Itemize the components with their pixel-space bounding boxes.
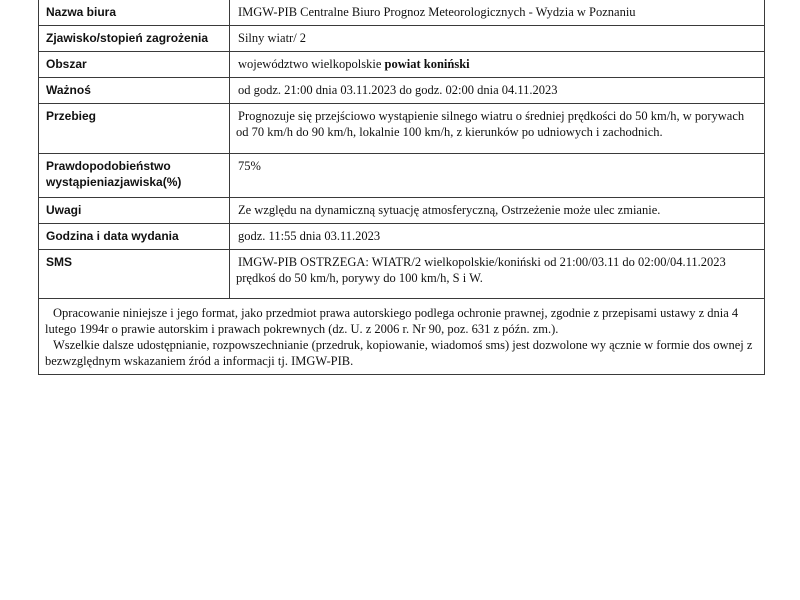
label-uwagi: Uwagi — [39, 198, 230, 224]
row-zjawisko — [39, 26, 765, 52]
value-godzina-wydania — [230, 224, 765, 250]
label-obszar: Obszar — [39, 52, 230, 78]
distribution-paragraph: Wszelkie dalsze udostępnianie, rozpowszechnianie (przedruk, kopiowanie, wiadomoś sms) jest dozwolone wy ącznie w formie dos ownej z bezwzględnym wskazaniem źród a informacji tj. IMGW-PIB. — [45, 338, 753, 368]
row-godzina-wydania — [39, 224, 765, 250]
value-prawdopodobienstwo-text: 75% — [238, 159, 261, 173]
value-nazwa-biura-text: IMGW-PIB Centralne Biuro Prognoz Meteorologicznych - Wydzia w Poznaniu — [238, 5, 636, 19]
row-sms — [39, 250, 765, 299]
value-nazwa-biura — [230, 0, 765, 26]
row-obszar — [39, 52, 765, 78]
label-nazwa-biura: Nazwa biura — [39, 0, 230, 26]
value-przebieg — [230, 104, 765, 154]
row-przebieg — [39, 104, 765, 154]
value-obszar-prefix: województwo wielkopolskie — [238, 57, 385, 71]
label-waznosc: Ważnoś — [39, 78, 230, 104]
value-prawdopodobienstwo — [230, 154, 765, 198]
label-godzina-wydania: Godzina i data wydania — [39, 224, 230, 250]
value-przebieg-text: Prognozuje się przejściowo wystąpienie silnego wiatru o średniej prędkości do 50 km/h, w porywach od 70 km/h do 90 km/h, lokalnie 100 km/h, z kierunków po udniowych i zachodnich. — [236, 109, 745, 139]
label-sms: SMS — [39, 250, 230, 299]
value-sms-text: IMGW-PIB OSTRZEGA: WIATR/2 wielkopolskie/koniński od 21:00/03.11 do 02:00/04.11.2023 prędkoś do 50 km/h, porywy do 100 km/h, S i W. — [236, 255, 726, 285]
value-obszar-powiat: powiat koniński — [384, 57, 470, 71]
copyright-footer — [39, 299, 765, 375]
value-godzina-wydania-text: godz. 11:55 dnia 03.11.2023 — [238, 229, 381, 243]
row-waznosc — [39, 78, 765, 104]
value-uwagi — [230, 198, 765, 224]
label-zjawisko: Zjawisko/stopień zagrożenia — [39, 26, 230, 52]
value-waznosc — [230, 78, 765, 104]
copyright-paragraph: Opracowanie niniejsze i jego format, jako przedmiot prawa autorskiego podlega ochronie prawnej, zgodnie z przepisami ustawy z dnia 4 lutego 1994r o prawie autorskim i prawach pokrewnych (dz. U. z 2006 r. Nr 90, poz. 631 z późn. zm.). — [45, 306, 739, 336]
value-zjawisko-text: Silny wiatr/ 2 — [238, 31, 307, 45]
label-przebieg: Przebieg — [39, 104, 230, 154]
label-prawdopodobienstwo: Prawdopodobieństwo wystąpieniazjawiska(%) — [39, 154, 230, 198]
value-waznosc-text: od godz. 21:00 dnia 03.11.2023 do godz. 02:00 dnia 04.11.2023 — [238, 83, 558, 97]
value-obszar — [230, 52, 765, 78]
warning-table — [38, 0, 765, 375]
row-prawdopodobienstwo — [39, 154, 765, 198]
value-zjawisko — [230, 26, 765, 52]
value-sms — [230, 250, 765, 299]
value-uwagi-text: Ze względu na dynamiczną sytuację atmosferyczną, Ostrzeżenie może ulec zmianie. — [238, 203, 661, 217]
row-copyright-footer — [39, 299, 765, 375]
row-nazwa-biura — [39, 0, 765, 26]
row-uwagi — [39, 198, 765, 224]
